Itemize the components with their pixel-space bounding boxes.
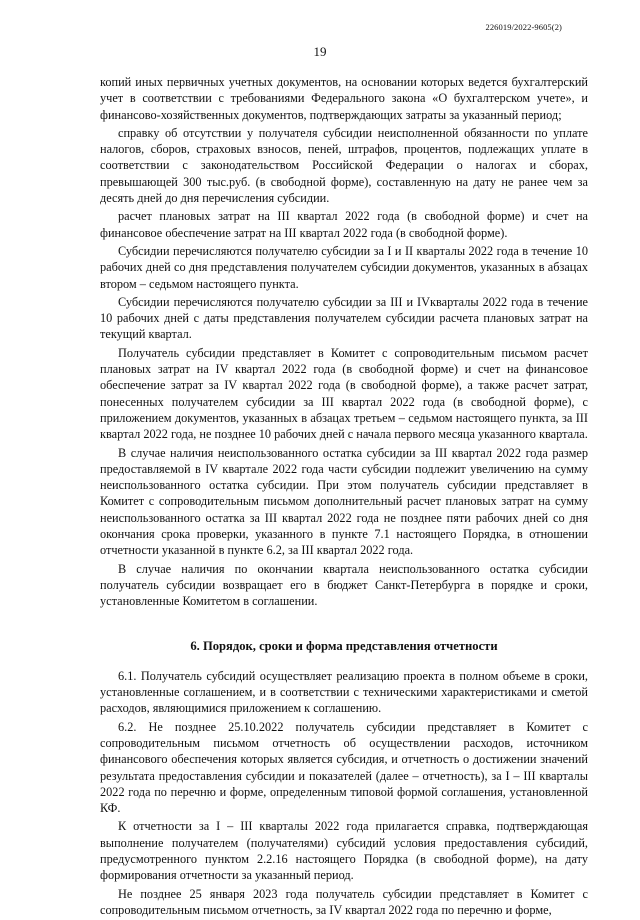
- body-text: [100, 74, 588, 920]
- paragraph: 6.1. Получатель субсидий осуществляет реализацию проекта в полном объеме в сроки, установленные соглашением, и в соответствии с техническими характеристиками и сметой расходов, являющимися приложением к соглашению.: [100, 668, 588, 716]
- paragraph: Субсидии перечисляются получателю субсидии за III и IVкварталы 2022 года в течение 10 рабочих дней с даты представления получателем субсидии расчета плановых затрат на текущий квартал.: [100, 294, 588, 342]
- paragraph: расчет плановых затрат на III квартал 2022 года (в свободной форме) и счет на финансовое обеспечение затрат на III квартал 2022 года (в свободной форме).: [100, 209, 588, 240]
- paragraph: В случае наличия неиспользованного остатка субсидии за III квартал 2022 года размер предоставляемой в IV квартале 2022 года части субсидии подлежит увеличению на сумму неиспользованного остатка субсидии. При этом получатель субсидии представляет в Комитет с сопроводительным письмом дополнительный расчет плановых затрат на сумму неиспользованного остатка за III квартал 2022 года не позднее пяти рабочих дней со дня окончания срока проверки, указанного в пункте 7.1 настоящего Порядка, в отношении отчетности указанной в пункте 6.2, за III квартал 2022 года.: [100, 445, 588, 558]
- paragraph: Получатель субсидии представляет в Комитет с сопроводительным письмом расчет плановых затрат на IV квартал 2022 года (в свободной форме) и счет на финансовое обеспечение затрат за IV квартал 2022 года (в свободной форме), а также расчет затрат, понесенных получателем субсидии за III квартал 2022 года (в свободной форме), с приложением документов, указанных в абзацах третьем – седьмом настоящего пункта, за III квартал 2022 года, не позднее 10 рабочих дней с начала первого месяца указанного квартала.: [100, 345, 588, 442]
- paragraph: Не позднее 25 января 2023 года получатель субсидии представляет в Комитет с сопроводительным письмом отчетность, за IV квартал 2022 года по перечню и форме,: [100, 886, 588, 917]
- paragraph: справку об отсутствии у получателя субсидии неисполненной обязанности по уплате налогов, сборов, страховых взносов, пеней, штрафов, процентов, подлежащих уплате в соответствии с законодательством Российской Федерации о налогах и сборах, превышающей 300 тыс.руб. (в свободной форме), составленную на дату не ранее чем за десять дней до дня перечисления субсидии.: [100, 125, 588, 206]
- paragraph: 6.2. Не позднее 25.10.2022 получатель субсидии представляет в Комитет с сопроводительным письмом отчетность об осуществлении расходов, источником финансового обеспечения которых является субсидия, и отчетность о достижении значений результата предоставления субсидии и показателей (далее – отчетность), за I – III кварталы 2022 года по перечню и форме, определенным типовой формой соглашения, установленной КФ.: [100, 719, 588, 816]
- paragraph: В случае наличия по окончании квартала неиспользованного остатка субсидии получатель субсидии возвращает его в бюджет Санкт-Петербурга в порядке и сроки, установленные Комитетом в соглашении.: [100, 561, 588, 609]
- section-heading: 6. Порядок, сроки и форма представления отчетности: [190, 638, 498, 653]
- paragraph: Субсидии перечисляются получателю субсидии за I и II кварталы 2022 года в течение 10 рабочих дней со дня представления получателем субсидии документов, указанных в абзацах втором – седьмом настоящего пункта.: [100, 243, 588, 291]
- page-number: 19: [313, 44, 327, 59]
- paragraph: К отчетности за I – III кварталы 2022 года прилагается справка, подтверждающая выполнение получателем (получателями) субсидий условия предоставления субсидий, предусмотренного пунктом 2.2.16 настоящего Порядка (в свободной форме), на дату формирования отчетности за указанный период.: [100, 819, 588, 883]
- document-number: 226019/2022-9605(2): [485, 22, 562, 32]
- paragraph: копий иных первичных учетных документов, на основании которых ведется бухгалтерский учет в соответствии с требованиями Федерального закона «О бухгалтерском учете», и финансово-хозяйственных документов, подтверждающих затраты за указанный период;: [100, 75, 588, 122]
